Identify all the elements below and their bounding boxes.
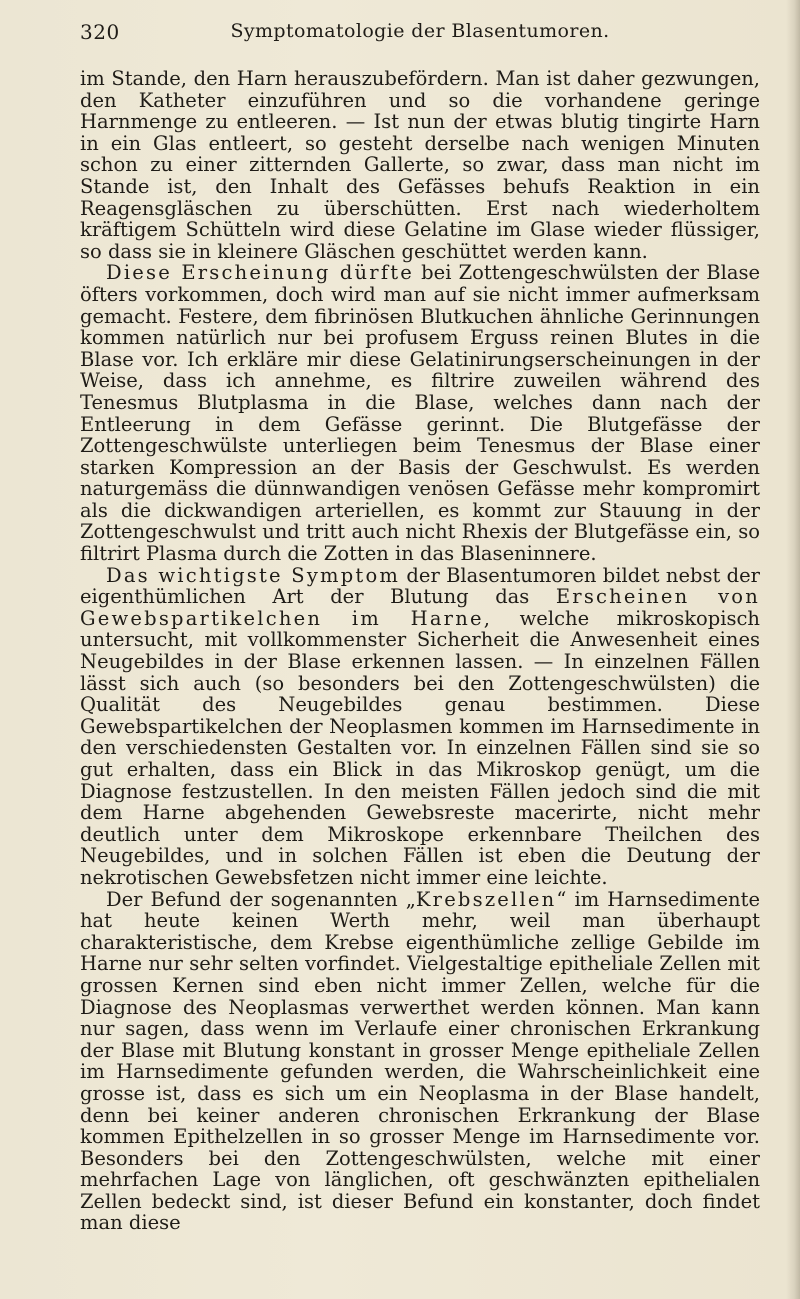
paragraph-3-text-b: welche mikroskopisch untersucht, mit vollkommenster Sicherheit die Anwesenheit eines Neugebildes in der Blase erkennen lassen. — In einzelnen Fällen lässt sich auch (so besonders bei den Zottengeschwülsten) die Qualität des Neugebildes genau bestimmen. Diese Gewebspartikelchen der Neoplasmen kommen im Harnsedimente in den verschiedensten Gestalten vor. In einzelnen Fällen sind sie so gut erhalten, dass ein Blick in das Mikroskop genügt, um die Diagnose festzustellen. In den meisten Fällen jedoch sind die mit dem Harne abgehenden Gewebsreste macerirte, nicht mehr deutlich unter dem Mikroskope erkennbare Theilchen des Neugebildes, und in solchen Fällen ist eben die Deutung der nekrotischen Gewebsfetzen nicht immer eine leichte. [80, 606, 760, 889]
paragraph-1-text: im Stande, den Harn herauszubefördern. Man ist daher gezwungen, den Katheter einzuführen und so die vorhandene geringe Harnmenge zu entleeren. — Ist nun der etwas blutig tingirte Harn in ein Glas entleert, so gesteht derselbe nach wenigen Minuten schon zu einer zitternden Gallerte, so zwar, dass man nicht im Stande ist, den Inhalt des Gefässes behufs Reaktion in ein Reagensgläschen zu überschütten. Erst nach wiederholtem kräftigem Schütteln wird diese Gelatine im Glase wieder flüssiger, so dass sie in kleinere Gläschen geschüttet werden kann. [80, 67, 760, 263]
paragraph-2-text: bei Zottengeschwülsten der Blase öfters vorkommen, doch wird man auf sie nicht immer aufmerksam gemacht. Festere, dem fibrinösen Blutkuchen ähnliche Gerinnungen kommen natürlich nur bei profusem Erguss reinen Blutes in die Blase vor. Ich erkläre mir diese Gelatinirungserscheinungen in der Weise, dass ich annehme, es filtrire zuweilen während des Tenesmus Blutplasma in die Blase, welches dann nach der Entleerung in dem Gefässe gerinnt. Die Blutgefässe der Zottengeschwülste unterliegen beim Tenesmus der Blase einer starken Kompression an der Basis der Geschwulst. Es werden naturgemäss die dünnwandigen venösen Gefässe mehr kompromirt als die dickwandigen arteriellen, es kommt zur Stauung in der Zottengeschwulst und tritt auch nicht Rhexis der Blutgefässe ein, so filtrirt Plasma durch die Zotten in das Blaseninnere. [80, 261, 760, 566]
paragraph-3-lead: Das wichtigste Symptom [106, 563, 401, 587]
paragraph-2-lead: Diese Erscheinung dürfte [106, 261, 415, 285]
paragraph-4-text-b: “ im Harnsedimente hat heute keinen Werth mehr, weil man überhaupt charakteristische, dem Krebse eigenthümliche zellige Gebilde im Harne nur sehr selten vorfindet. Vielgestaltige epitheliale Zellen mit grossen Kernen sind eben nicht immer Zellen, welche für die Diagnose des Neoplasmas verwerthet werden können. Man kann nur sagen, dass wenn im Verlaufe einer chronischen Erkrankung der Blase mit Blutung konstant in grosser Menge epitheliale Zellen im Harnsedimente gefunden werden, die Wahrscheinlichkeit eine grosse ist, dass es sich um ein Neoplasma in der Blase handelt, denn bei keiner anderen chronischen Erkrankung der Blase kommen Epithelzellen in so grosser Menge im Harnsedimente vor. Besonders bei den Zottengeschwülsten, welche mit einer mehrfachen Lage von länglichen, oft geschwänzten epithelialen Zellen bedeckt sind, ist dieser Befund ein konstanter, doch findet man diese [80, 887, 760, 1235]
page-header [80, 20, 760, 50]
paragraph-4-emphasis: Krebszellen [415, 887, 557, 911]
running-head: Symptomatologie der Blasentumoren. [230, 20, 610, 42]
paragraph-3-emphasis: Erscheinen von Gewebspartikelchen im Harne, [80, 585, 760, 630]
page-edge-shadow [786, 0, 800, 1299]
paragraph-4-text-a: Der Befund der sogenannten „ [106, 887, 416, 911]
paragraph-1 [80, 68, 760, 262]
body-text [80, 68, 760, 1234]
paragraph-4 [80, 889, 760, 1235]
paragraph-3 [80, 565, 760, 889]
paragraph-2 [80, 262, 760, 564]
paragraph-3-text-a: der Blasentumoren bildet nebst der eigenthümlichen Art der Blutung das [80, 563, 761, 609]
page-number: 320 [80, 20, 120, 44]
